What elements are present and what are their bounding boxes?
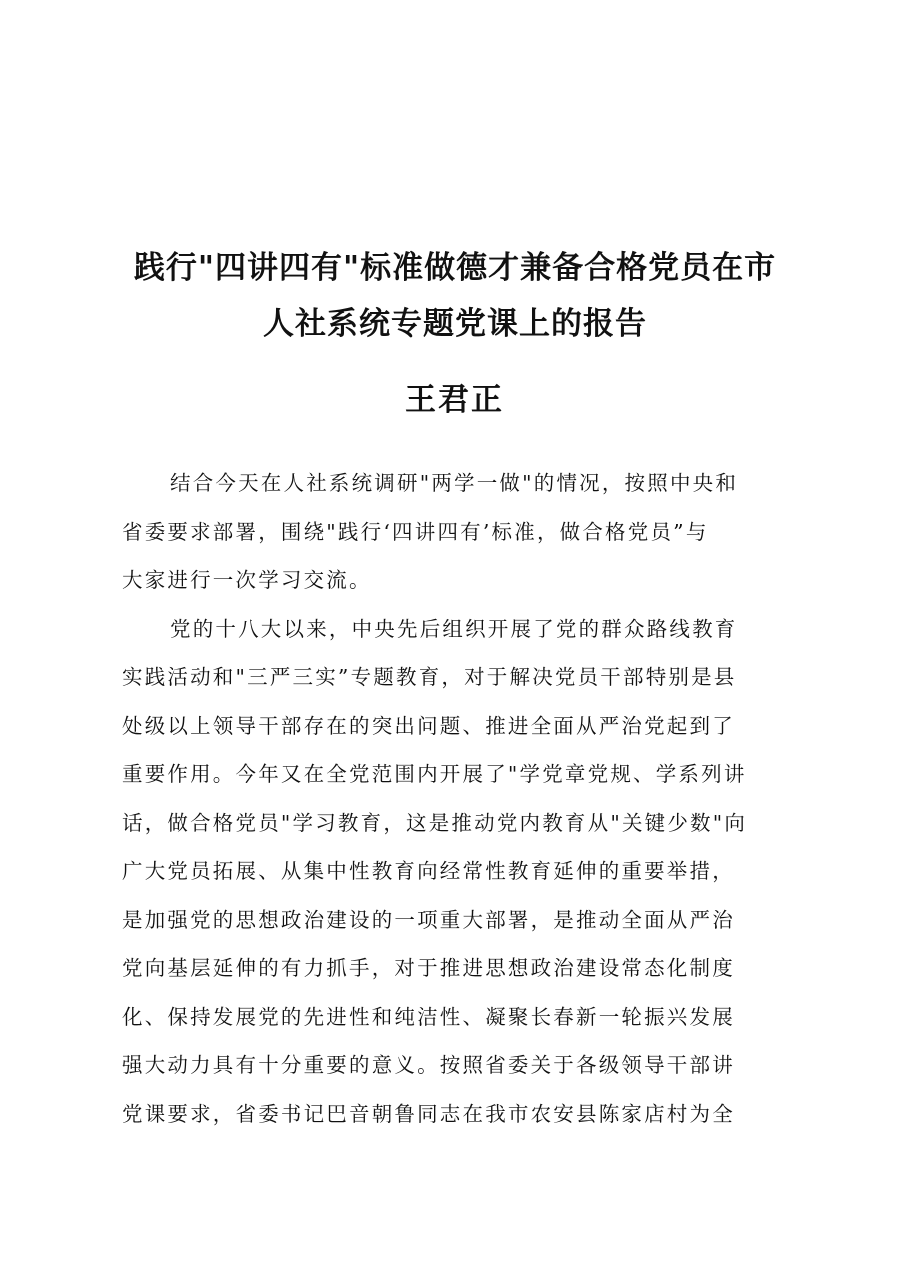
author-name: 王君正: [405, 382, 504, 418]
text-line: 省委要求部署，围绕"践行‘四讲四有’标准，做合格党员”与: [122, 519, 709, 544]
text-line: 大家进行一次学习交流。: [122, 568, 372, 592]
text-line: 结合今天在人社系统调研"两学一做"的情况，按照中央和: [170, 471, 739, 495]
document-title: [110, 240, 800, 352]
text-line: 话，做合格党员"学习教育，这是推动党内教育从"关键少数"向: [122, 810, 748, 835]
text-line: 重要作用。今年又在全党范围内开展了"学党章党规、学系列讲: [122, 762, 747, 786]
text-line: 强大动力具有十分重要的意义。按照省委关于各级领导干部讲: [122, 1053, 735, 1077]
text-line: 是加强党的思想政治建设的一项重大部署，是推动全面从严治: [122, 907, 735, 932]
text-line: 党课要求，省委书记巴音朝鲁同志在我市农安县陈家店村为全: [122, 1101, 735, 1126]
text-line: 广大党员拓展、从集中性教育向经常性教育延伸的重要举措，: [122, 859, 735, 883]
text-line: 党的十八大以来，中央先后组织开展了党的群众路线教育: [170, 616, 738, 641]
paragraph: [122, 459, 796, 605]
document-body: [122, 459, 796, 1138]
title-line: 人社系统专题党课上的报告: [263, 306, 647, 342]
text-line: 党向基层延伸的有力抓手，对于推进思想政治建设常态化制度: [122, 956, 735, 980]
paragraph: [122, 605, 796, 1139]
text-line: 处级以上领导干部存在的突出问题、推进全面从严治党起到了: [122, 713, 735, 738]
title-line: 践行"四讲四有"标准做德才兼备合格党员在市: [133, 250, 777, 286]
text-line: 化、保持发展党的先进性和纯洁性、凝聚长春新一轮振兴发展: [122, 1004, 735, 1029]
text-line: 实践活动和"三严三实”专题教育，对于解决党员干部特别是县: [122, 665, 737, 689]
